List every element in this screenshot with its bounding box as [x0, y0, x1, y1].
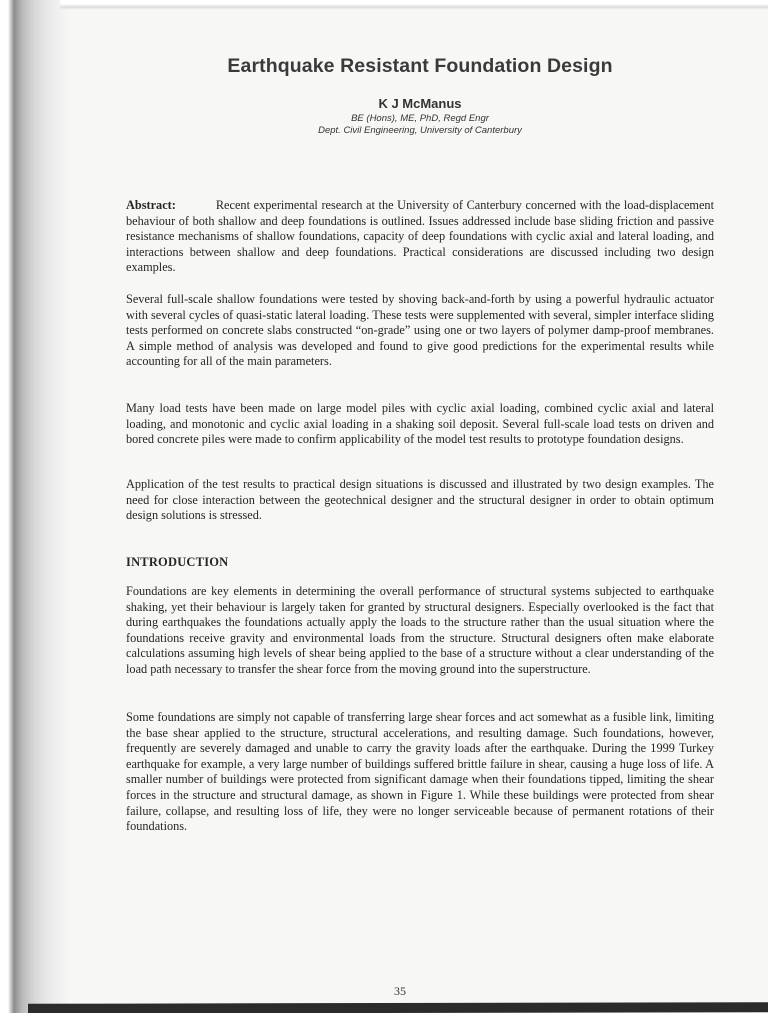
abstract-text: Recent experimental research at the University of Canterbury concerned with the load-displacement behaviour of both shallow and deep foundations is outlined. Issues addressed include base sliding friction and passive resistance mechanisms of shallow foundations, capacity of deep foundations with cyclic axial and lateral loading, and interactions between shallow and deep foundations. Practical considerations are discussed including two design examples.: [126, 198, 714, 275]
abstract-paragraph: [126, 198, 714, 276]
abstract-paragraph-4: Application of the test results to practical design situations is discussed and illustrated by two design examples. The need for close interaction between the geotechnical designer and the structural designer in order to obtain optimum design solutions is stressed.: [126, 477, 714, 523]
introduction-paragraph-2: Some foundations are simply not capable of transferring large shear forces and act somewhat as a fusible link, limiting the base shear applied to the structure, structural accelerations, and resulting damage. Such foundations, however, frequently are severely damaged and unable to carry the gravity loads after the earthquake. During the 1999 Turkey earthquake for example, a very large number of buildings suffered brittle failure in shear, causing a huge loss of life. A smaller number of buildings were protected from significant damage when their foundations tipped, limiting the shear forces in the structure and structural damage, as shown in Figure 1. While these buildings were protected from shear failure, collapse, and resulting loss of life, they were no longer serviceable because of permanent rotations of their foundations.: [126, 710, 714, 834]
abstract-paragraph-2: Several full-scale shallow foundations were tested by shoving back-and-forth by using a powerful hydraulic actuator with several cycles of quasi-static lateral loading. These tests were supplemented with several, simpler interface sliding tests performed on concrete slabs constructed “on-grade” using one or two layers of polymer damp-proof membranes. A simple method of analysis was developed and found to give good predictions for the experimental results while accounting for all of the main parameters.: [126, 292, 714, 369]
binding-shadow: [0, 0, 70, 1024]
author-name: K J McManus: [378, 96, 462, 111]
page-number: 35: [394, 984, 406, 998]
introduction-paragraph-1: Foundations are key elements in determining the overall performance of structural systems subjected to earthquake shaking, yet their behaviour is largely taken for granted by structural designers. Especially overlooked is the fact that during earthquakes the foundations actually apply the loads to the structure rather than the usual situation where the foundations receive gravity and environmental loads from the structure. Structural designers often make elaborate calculations assuming high levels of shear being applied to the base of a structure without a clear understanding of the load path necessary to transfer the shear force from the moving ground into the superstructure.: [126, 584, 714, 676]
page-bottom-margin: [0, 1013, 768, 1024]
author-affiliation: Dept. Civil Engineering, University of Canterbury: [318, 125, 522, 136]
section-heading-introduction: INTRODUCTION: [126, 555, 229, 569]
author-credentials: BE (Hons), ME, PhD, Regd Engr: [351, 113, 489, 124]
abstract-label: Abstract:: [126, 198, 176, 212]
page-top-edge: [60, 0, 768, 10]
abstract-paragraph-3: Many load tests have been made on large model piles with cyclic axial loading, combined cyclic axial and lateral loading, and monotonic and cyclic axial loading in a shaking soil deposit. Several full-scale load tests on driven and bored concrete piles were made to confirm applicability of the model test results to prototype foundation designs.: [126, 401, 714, 447]
paper-title: Earthquake Resistant Foundation Design: [227, 55, 613, 77]
